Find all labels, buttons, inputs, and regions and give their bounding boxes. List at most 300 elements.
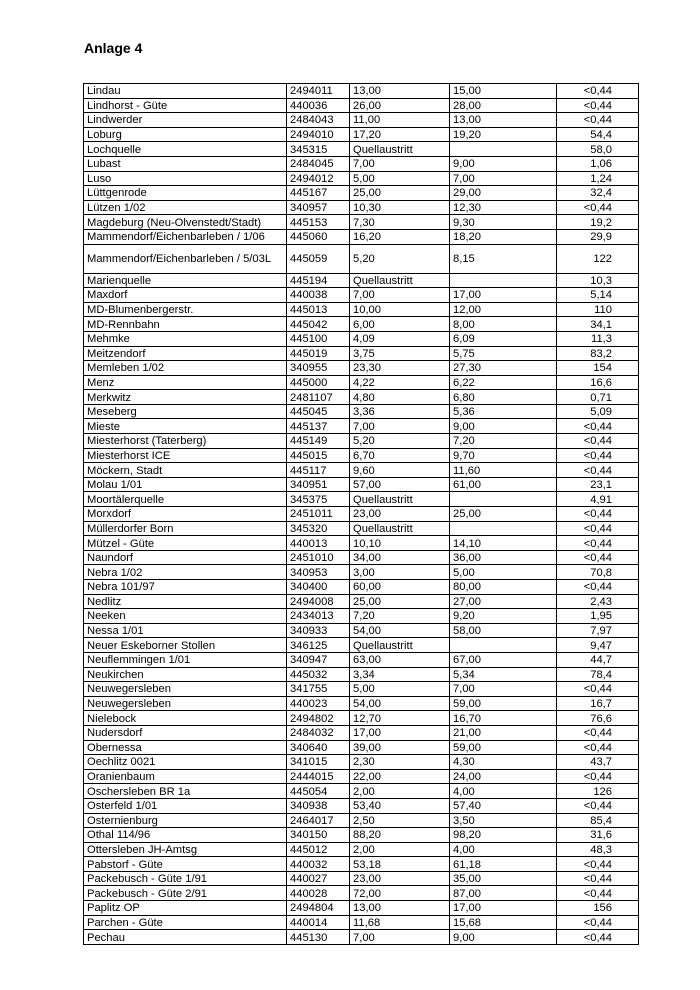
- depth-from-cell: 25,00: [350, 594, 450, 609]
- station-id-cell: 340640: [287, 740, 350, 755]
- depth-from-cell: 53,18: [350, 857, 450, 872]
- depth-from-cell: 34,00: [350, 550, 450, 565]
- depth-to-cell: 12,30: [450, 200, 557, 215]
- station-id-cell: 445013: [287, 302, 350, 317]
- depth-from-cell: 6,70: [350, 448, 450, 463]
- station-id-cell: 2451010: [287, 550, 350, 565]
- table-row: [84, 725, 639, 740]
- depth-to-cell: 15,00: [450, 84, 557, 99]
- station-id-cell: 2494012: [287, 171, 350, 186]
- location-cell: Lindau: [84, 84, 287, 99]
- value-cell: 154: [557, 361, 639, 376]
- station-id-cell: 445060: [287, 229, 350, 244]
- depth-from-cell: 2,00: [350, 784, 450, 799]
- location-cell: Nielebock: [84, 711, 287, 726]
- depth-from-cell: 7,30: [350, 215, 450, 230]
- value-cell: <0,44: [557, 857, 639, 872]
- location-cell: Lüttgenrode: [84, 186, 287, 201]
- location-cell: Naundorf: [84, 550, 287, 565]
- station-id-cell: 2464017: [287, 813, 350, 828]
- station-id-cell: 2494008: [287, 594, 350, 609]
- station-id-cell: 340400: [287, 580, 350, 595]
- location-cell: Meseberg: [84, 404, 287, 419]
- depth-from-cell: 6,00: [350, 317, 450, 332]
- value-cell: 11,3: [557, 331, 639, 346]
- table-row: [84, 84, 639, 99]
- depth-to-cell: 4,00: [450, 842, 557, 857]
- page-title: Anlage 4: [84, 40, 143, 56]
- depth-from-cell: 23,00: [350, 507, 450, 522]
- table-row: [84, 331, 639, 346]
- station-id-cell: 445015: [287, 448, 350, 463]
- depth-from-cell: 4,09: [350, 331, 450, 346]
- value-cell: <0,44: [557, 550, 639, 565]
- station-id-cell: 440023: [287, 696, 350, 711]
- depth-to-cell: 67,00: [450, 652, 557, 667]
- depth-to-cell: 4,00: [450, 784, 557, 799]
- depth-to-cell: 36,00: [450, 550, 557, 565]
- value-cell: 110: [557, 302, 639, 317]
- depth-to-cell: 5,36: [450, 404, 557, 419]
- station-id-cell: 341015: [287, 755, 350, 770]
- location-cell: Obernessa: [84, 740, 287, 755]
- value-cell: 70,8: [557, 565, 639, 580]
- depth-to-cell: 28,00: [450, 98, 557, 113]
- location-cell: Oranienbaum: [84, 769, 287, 784]
- depth-from-cell: 2,50: [350, 813, 450, 828]
- depth-to-cell: 59,00: [450, 740, 557, 755]
- station-id-cell: 2451011: [287, 507, 350, 522]
- station-id-cell: 340938: [287, 798, 350, 813]
- location-cell: Memleben 1/02: [84, 361, 287, 376]
- depth-from-cell: 10,30: [350, 200, 450, 215]
- value-cell: <0,44: [557, 725, 639, 740]
- table-row: [84, 302, 639, 317]
- table-row: [84, 477, 639, 492]
- value-cell: <0,44: [557, 886, 639, 901]
- station-id-cell: 445153: [287, 215, 350, 230]
- value-cell: 126: [557, 784, 639, 799]
- depth-from-cell: 7,00: [350, 288, 450, 303]
- table-row: [84, 288, 639, 303]
- value-cell: 16,7: [557, 696, 639, 711]
- table-row: [84, 638, 639, 653]
- station-id-cell: 340933: [287, 623, 350, 638]
- station-id-cell: 445117: [287, 463, 350, 478]
- table-row: [84, 886, 639, 901]
- station-id-cell: 445042: [287, 317, 350, 332]
- depth-from-cell: 7,00: [350, 930, 450, 945]
- value-cell: 122: [557, 244, 639, 273]
- value-cell: <0,44: [557, 580, 639, 595]
- station-id-cell: 445012: [287, 842, 350, 857]
- depth-from-cell: 54,00: [350, 696, 450, 711]
- table-row: [84, 448, 639, 463]
- value-cell: 31,6: [557, 828, 639, 843]
- table-row: [84, 507, 639, 522]
- table-row: [84, 857, 639, 872]
- depth-from-cell: 5,20: [350, 244, 450, 273]
- value-cell: <0,44: [557, 84, 639, 99]
- table-row: [84, 346, 639, 361]
- depth-to-cell: 9,30: [450, 215, 557, 230]
- value-cell: 9,47: [557, 638, 639, 653]
- value-cell: 16,6: [557, 375, 639, 390]
- table-row: [84, 98, 639, 113]
- table-row: [84, 492, 639, 507]
- station-id-cell: 345315: [287, 142, 350, 157]
- table-row: [84, 682, 639, 697]
- value-cell: <0,44: [557, 521, 639, 536]
- depth-from-cell: 10,00: [350, 302, 450, 317]
- depth-to-cell: 5,75: [450, 346, 557, 361]
- station-id-cell: 440036: [287, 98, 350, 113]
- station-id-cell: 346125: [287, 638, 350, 653]
- value-cell: 43,7: [557, 755, 639, 770]
- table-row: [84, 623, 639, 638]
- value-cell: 1,24: [557, 171, 639, 186]
- location-cell: Miesterhorst (Taterberg): [84, 434, 287, 449]
- station-id-cell: 445100: [287, 331, 350, 346]
- depth-from-cell: 7,20: [350, 609, 450, 624]
- location-cell: Parchen - Güte: [84, 915, 287, 930]
- depth-from-cell: 17,20: [350, 127, 450, 142]
- table-row: [84, 127, 639, 142]
- depth-to-cell: 9,00: [450, 930, 557, 945]
- location-cell: Morxdorf: [84, 507, 287, 522]
- table-row: [84, 930, 639, 945]
- location-cell: Pabstorf - Güte: [84, 857, 287, 872]
- value-cell: 23,1: [557, 477, 639, 492]
- depth-from-cell: 13,00: [350, 901, 450, 916]
- value-cell: 1,06: [557, 156, 639, 171]
- depth-to-cell: 57,40: [450, 798, 557, 813]
- depth-from-cell: 39,00: [350, 740, 450, 755]
- depth-to-cell: [450, 638, 557, 653]
- depth-from-cell: 11,00: [350, 113, 450, 128]
- table-row: [84, 463, 639, 478]
- table-row: [84, 390, 639, 405]
- table-row: [84, 113, 639, 128]
- location-cell: Lubast: [84, 156, 287, 171]
- value-cell: <0,44: [557, 915, 639, 930]
- location-cell: Neukirchen: [84, 667, 287, 682]
- depth-to-cell: 6,09: [450, 331, 557, 346]
- table-row: [84, 594, 639, 609]
- depth-to-cell: 61,00: [450, 477, 557, 492]
- depth-to-cell: 15,68: [450, 915, 557, 930]
- station-id-cell: 340951: [287, 477, 350, 492]
- depth-from-cell: 3,00: [350, 565, 450, 580]
- value-cell: 32,4: [557, 186, 639, 201]
- value-cell: 44,7: [557, 652, 639, 667]
- value-cell: <0,44: [557, 682, 639, 697]
- depth-from-cell: 13,00: [350, 84, 450, 99]
- table-row: [84, 798, 639, 813]
- table-row: [84, 755, 639, 770]
- table-row: [84, 156, 639, 171]
- location-cell: Nebra 1/02: [84, 565, 287, 580]
- value-cell: <0,44: [557, 448, 639, 463]
- table-row: [84, 200, 639, 215]
- table-row: [84, 652, 639, 667]
- station-id-cell: 445032: [287, 667, 350, 682]
- location-cell: Neuer Eskeborner Stollen: [84, 638, 287, 653]
- location-cell: Moortälerquelle: [84, 492, 287, 507]
- depth-from-cell: 12,70: [350, 711, 450, 726]
- depth-from-cell: 3,34: [350, 667, 450, 682]
- value-cell: 10,3: [557, 273, 639, 288]
- table-row: [84, 536, 639, 551]
- location-cell: Packebusch - Güte 1/91: [84, 871, 287, 886]
- location-cell: Möckern, Stadt: [84, 463, 287, 478]
- depth-to-cell: 87,00: [450, 886, 557, 901]
- value-cell: 7,97: [557, 623, 639, 638]
- location-cell: Paplitz OP: [84, 901, 287, 916]
- location-cell: Müllerdorfer Born: [84, 521, 287, 536]
- value-cell: <0,44: [557, 419, 639, 434]
- location-cell: Osterfeld 1/01: [84, 798, 287, 813]
- depth-from-cell: 4,22: [350, 375, 450, 390]
- depth-from-cell: Quellaustritt: [350, 273, 450, 288]
- location-cell: Mieste: [84, 419, 287, 434]
- station-id-cell: 2434013: [287, 609, 350, 624]
- station-id-cell: 340953: [287, 565, 350, 580]
- depth-to-cell: 3,50: [450, 813, 557, 828]
- station-id-cell: 440038: [287, 288, 350, 303]
- station-id-cell: 2444015: [287, 769, 350, 784]
- depth-to-cell: 9,70: [450, 448, 557, 463]
- depth-to-cell: 98,20: [450, 828, 557, 843]
- station-id-cell: 445167: [287, 186, 350, 201]
- depth-to-cell: 8,15: [450, 244, 557, 273]
- depth-from-cell: 7,00: [350, 156, 450, 171]
- depth-to-cell: 6,80: [450, 390, 557, 405]
- depth-to-cell: 5,34: [450, 667, 557, 682]
- depth-to-cell: 8,00: [450, 317, 557, 332]
- station-id-cell: 440014: [287, 915, 350, 930]
- depth-from-cell: Quellaustritt: [350, 492, 450, 507]
- value-cell: 29,9: [557, 229, 639, 244]
- table-row: [84, 186, 639, 201]
- table-row: [84, 696, 639, 711]
- depth-to-cell: 58,00: [450, 623, 557, 638]
- station-id-cell: 341755: [287, 682, 350, 697]
- value-cell: 4,91: [557, 492, 639, 507]
- location-cell: Lindhorst - Güte: [84, 98, 287, 113]
- station-id-cell: 340150: [287, 828, 350, 843]
- table-row: [84, 419, 639, 434]
- depth-from-cell: Quellaustritt: [350, 638, 450, 653]
- table-row: [84, 871, 639, 886]
- location-cell: Neuflemmingen 1/01: [84, 652, 287, 667]
- depth-to-cell: 24,00: [450, 769, 557, 784]
- table-row: [84, 784, 639, 799]
- depth-to-cell: 6,22: [450, 375, 557, 390]
- depth-to-cell: 61,18: [450, 857, 557, 872]
- location-cell: Ottersleben JH-Amtsg: [84, 842, 287, 857]
- value-cell: 1,95: [557, 609, 639, 624]
- value-cell: 0,71: [557, 390, 639, 405]
- depth-from-cell: Quellaustritt: [350, 521, 450, 536]
- depth-from-cell: 63,00: [350, 652, 450, 667]
- station-id-cell: 2484045: [287, 156, 350, 171]
- depth-to-cell: 9,00: [450, 156, 557, 171]
- depth-to-cell: 9,20: [450, 609, 557, 624]
- value-cell: 156: [557, 901, 639, 916]
- station-id-cell: 445000: [287, 375, 350, 390]
- depth-from-cell: 9,60: [350, 463, 450, 478]
- location-cell: Menz: [84, 375, 287, 390]
- station-id-cell: 2484032: [287, 725, 350, 740]
- value-cell: <0,44: [557, 463, 639, 478]
- table-row: [84, 711, 639, 726]
- location-cell: Meitzendorf: [84, 346, 287, 361]
- location-cell: Pechau: [84, 930, 287, 945]
- depth-from-cell: 88,20: [350, 828, 450, 843]
- depth-to-cell: 21,00: [450, 725, 557, 740]
- depth-to-cell: 9,00: [450, 419, 557, 434]
- value-cell: <0,44: [557, 200, 639, 215]
- depth-from-cell: Quellaustritt: [350, 142, 450, 157]
- value-cell: <0,44: [557, 769, 639, 784]
- value-cell: <0,44: [557, 113, 639, 128]
- depth-to-cell: 11,60: [450, 463, 557, 478]
- depth-to-cell: 80,00: [450, 580, 557, 595]
- value-cell: 58,0: [557, 142, 639, 157]
- value-cell: 76,6: [557, 711, 639, 726]
- value-cell: 5,09: [557, 404, 639, 419]
- table-row: [84, 229, 639, 244]
- location-cell: Mammendorf/Eichenbarleben / 1/06: [84, 229, 287, 244]
- station-id-cell: 2494011: [287, 84, 350, 99]
- depth-from-cell: 3,36: [350, 404, 450, 419]
- station-id-cell: 2484043: [287, 113, 350, 128]
- depth-to-cell: 7,00: [450, 171, 557, 186]
- location-cell: Oechlitz 0021: [84, 755, 287, 770]
- depth-to-cell: 12,00: [450, 302, 557, 317]
- depth-to-cell: 4,30: [450, 755, 557, 770]
- depth-to-cell: 27,00: [450, 594, 557, 609]
- location-cell: MD-Blumenbergerstr.: [84, 302, 287, 317]
- station-id-cell: 440028: [287, 886, 350, 901]
- table-row: [84, 215, 639, 230]
- depth-from-cell: 2,30: [350, 755, 450, 770]
- depth-from-cell: 10,10: [350, 536, 450, 551]
- station-id-cell: 440032: [287, 857, 350, 872]
- value-cell: <0,44: [557, 930, 639, 945]
- table-row: [84, 769, 639, 784]
- station-id-cell: 340957: [287, 200, 350, 215]
- depth-to-cell: [450, 142, 557, 157]
- depth-to-cell: [450, 521, 557, 536]
- station-id-cell: 340955: [287, 361, 350, 376]
- depth-from-cell: 54,00: [350, 623, 450, 638]
- location-cell: Lindwerder: [84, 113, 287, 128]
- location-cell: Nebra 101/97: [84, 580, 287, 595]
- table-body: [84, 84, 639, 945]
- station-id-cell: 445059: [287, 244, 350, 273]
- table-row: [84, 244, 639, 273]
- table-row: [84, 434, 639, 449]
- station-id-cell: 445149: [287, 434, 350, 449]
- depth-to-cell: 7,20: [450, 434, 557, 449]
- table-row: [84, 740, 639, 755]
- depth-to-cell: 19,20: [450, 127, 557, 142]
- depth-to-cell: 18,20: [450, 229, 557, 244]
- depth-to-cell: 14,10: [450, 536, 557, 551]
- value-cell: 85,4: [557, 813, 639, 828]
- station-id-cell: 340947: [287, 652, 350, 667]
- table-row: [84, 609, 639, 624]
- station-id-cell: 445045: [287, 404, 350, 419]
- depth-to-cell: 16,70: [450, 711, 557, 726]
- location-cell: Neuwegersleben: [84, 696, 287, 711]
- location-cell: Nudersdorf: [84, 725, 287, 740]
- depth-from-cell: 26,00: [350, 98, 450, 113]
- depth-to-cell: [450, 492, 557, 507]
- location-cell: Neuwegersleben: [84, 682, 287, 697]
- depth-from-cell: 72,00: [350, 886, 450, 901]
- station-id-cell: 345320: [287, 521, 350, 536]
- table-row: [84, 521, 639, 536]
- station-id-cell: 2494010: [287, 127, 350, 142]
- depth-from-cell: 25,00: [350, 186, 450, 201]
- depth-to-cell: 17,00: [450, 288, 557, 303]
- location-cell: Lützen 1/02: [84, 200, 287, 215]
- depth-from-cell: 5,20: [350, 434, 450, 449]
- location-cell: Merkwitz: [84, 390, 287, 405]
- location-cell: Othal 114/96: [84, 828, 287, 843]
- value-cell: <0,44: [557, 536, 639, 551]
- location-cell: Miesterhorst ICE: [84, 448, 287, 463]
- depth-to-cell: 27,30: [450, 361, 557, 376]
- station-id-cell: 445130: [287, 930, 350, 945]
- location-cell: Loburg: [84, 127, 287, 142]
- table-row: [84, 171, 639, 186]
- value-cell: <0,44: [557, 798, 639, 813]
- value-cell: 2,43: [557, 594, 639, 609]
- location-cell: MD-Rennbahn: [84, 317, 287, 332]
- table-row: [84, 580, 639, 595]
- depth-to-cell: 25,00: [450, 507, 557, 522]
- station-id-cell: 2481107: [287, 390, 350, 405]
- location-cell: Mammendorf/Eichenbarleben / 5/03L: [84, 244, 287, 273]
- depth-to-cell: 5,00: [450, 565, 557, 580]
- value-cell: <0,44: [557, 740, 639, 755]
- depth-from-cell: 17,00: [350, 725, 450, 740]
- value-cell: <0,44: [557, 871, 639, 886]
- station-id-cell: 2494804: [287, 901, 350, 916]
- station-id-cell: 440027: [287, 871, 350, 886]
- depth-from-cell: 3,75: [350, 346, 450, 361]
- location-cell: Mehmke: [84, 331, 287, 346]
- depth-to-cell: 7,00: [450, 682, 557, 697]
- table-row: [84, 375, 639, 390]
- value-cell: 48,3: [557, 842, 639, 857]
- depth-from-cell: 23,00: [350, 871, 450, 886]
- table-row: [84, 915, 639, 930]
- value-cell: 78,4: [557, 667, 639, 682]
- value-cell: <0,44: [557, 434, 639, 449]
- depth-to-cell: 29,00: [450, 186, 557, 201]
- station-id-cell: 2494802: [287, 711, 350, 726]
- station-id-cell: 445019: [287, 346, 350, 361]
- depth-from-cell: 53,40: [350, 798, 450, 813]
- station-id-cell: 445137: [287, 419, 350, 434]
- location-cell: Luso: [84, 171, 287, 186]
- location-cell: Nedlitz: [84, 594, 287, 609]
